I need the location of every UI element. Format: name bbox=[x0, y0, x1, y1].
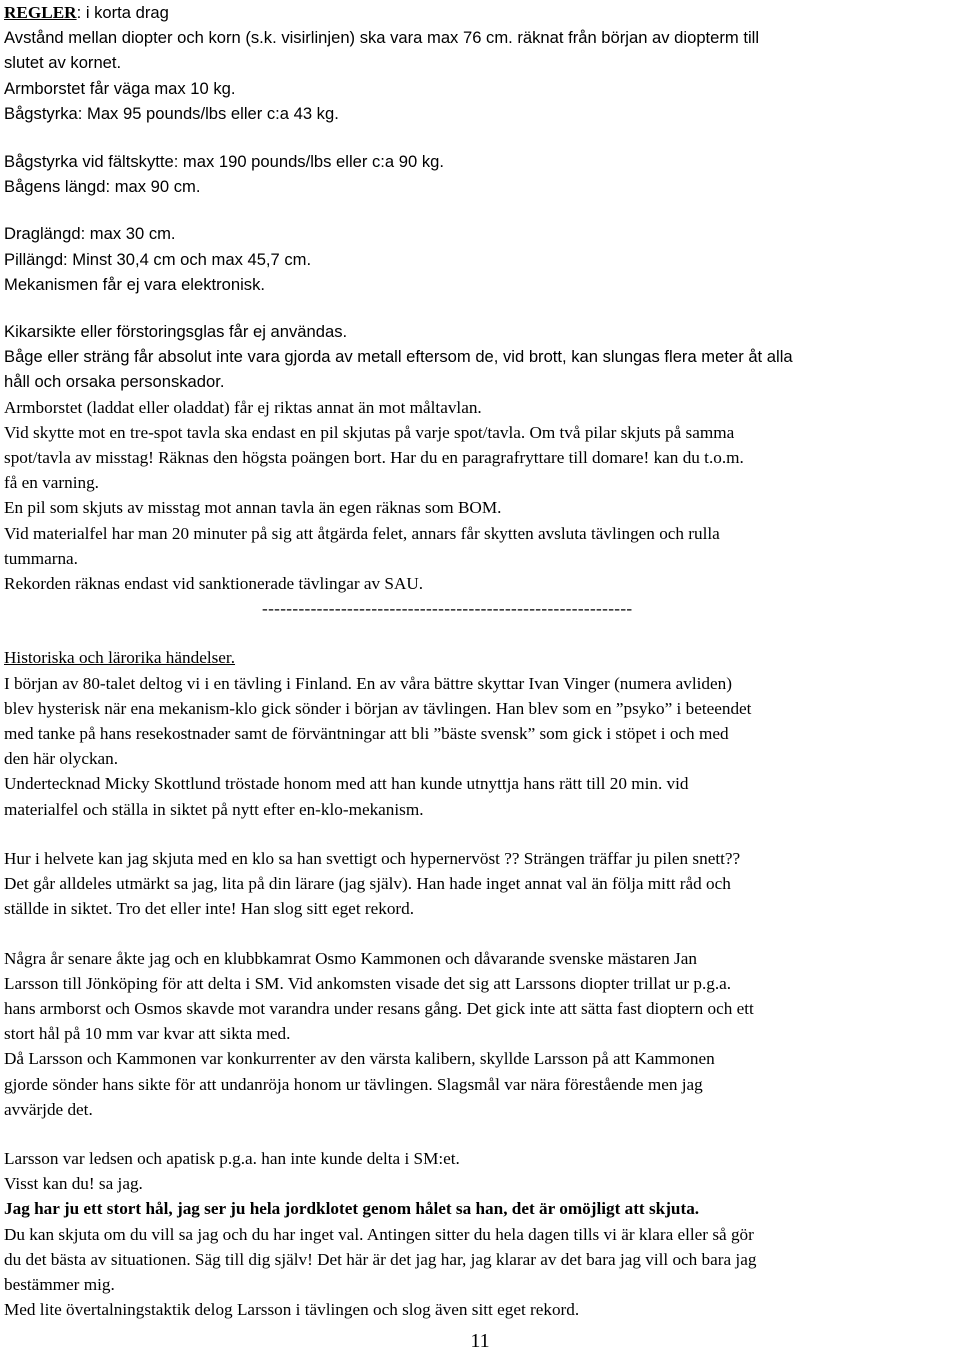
history-heading: Historiska och lärorika händelser. bbox=[4, 648, 236, 668]
history-line: Du kan skjuta om du vill sa jag och du har inget val. Antingen sitter du hela dagen tills vi är klara eller så gör bbox=[4, 1224, 754, 1244]
history-line: Hur i helvete kan jag skjuta med en klo sa han svettigt och hypernervöst ?? Strängen träffar ju pilen snett?? bbox=[4, 848, 741, 868]
history-line: I början av 80-talet deltog vi i en tävling i Finland. En av våra bättre skyttar Ivan Vinger (numera avliden) bbox=[4, 673, 732, 693]
rule-line: Kikarsikte eller förstoringsglas får ej användas. bbox=[4, 322, 348, 342]
rules-heading-line bbox=[4, 0, 956, 25]
rule-line: Bågens längd: max 90 cm. bbox=[4, 177, 201, 197]
history-line: stort hål på 10 mm var kvar att sikta med. bbox=[4, 1024, 291, 1044]
history-line: med tanke på hans resekostnader samt de förväntningar att bli ”bäste svensk” som gick i stöpet i och med bbox=[4, 724, 729, 744]
history-line: du det bästa av situationen. Säg till dig själv! Det här är det jag har, jag klarar av det bara jag vill och bara jag bbox=[4, 1249, 757, 1269]
rule-line: Avstånd mellan diopter och korn (s.k. visirlinjen) ska vara max 76 cm. räknat från början av diopterm till bbox=[4, 28, 760, 48]
section-divider: ------------------------------------------------------------- bbox=[262, 599, 633, 619]
rule-line: Bågstyrka: Max 95 pounds/lbs eller c:a 43 kg. bbox=[4, 103, 339, 123]
history-line: hans armborst och Osmos skavde mot varandra under resans gång. Det gick inte att sätta fast dioptern och ett bbox=[4, 998, 754, 1018]
history-line: ställde in siktet. Tro det eller inte! Han slog sitt eget rekord. bbox=[4, 899, 415, 919]
history-line: Några år senare åkte jag och en klubbkamrat Osmo Kammonen och dåvarande svenske mästaren Jan bbox=[4, 948, 697, 968]
rule-line: Mekanismen får ej vara elektronisk. bbox=[4, 274, 265, 294]
history-line: Det går alldeles utmärkt sa jag, lita på din lärare (jag själv). Han hade inget annat val än följa mitt råd och bbox=[4, 874, 731, 894]
rule-line: Rekorden räknas endast vid sanktionerade tävlingar av SAU. bbox=[4, 574, 424, 594]
rule-line: håll och orsaka personskador. bbox=[4, 372, 225, 392]
history-bold-line: Jag har ju ett stort hål, jag ser ju hela jordklotet genom hålet sa han, det är omöjligt att skjuta. bbox=[4, 1199, 700, 1219]
rule-line: Draglängd: max 30 cm. bbox=[4, 224, 176, 244]
history-line: blev hysterisk när ena mekanism-klo gick sönder i början av tävlingen. Han blev som en ”psyko” i beteendet bbox=[4, 698, 752, 718]
history-line: Larsson till Jönköping för att delta i SM. Vid ankomsten visade det sig att Larssons diopter trillat ur p.g.a. bbox=[4, 973, 732, 993]
rule-line: spot/tavla av misstag! Räknas den högsta poängen bort. Har du en paragrafryttare till domare! kan du t.o.m. bbox=[4, 448, 744, 468]
history-line: Med lite övertalningstaktik delog Larsson i tävlingen och slog även sitt eget rekord. bbox=[4, 1300, 580, 1320]
history-line: den här olyckan. bbox=[4, 749, 119, 769]
rules-heading-suffix: : i korta drag bbox=[76, 3, 169, 22]
rule-line: En pil som skjuts av misstag mot annan tavla än egen räknas som BOM. bbox=[4, 498, 502, 518]
rule-line: tummarna. bbox=[4, 548, 78, 568]
rule-line: Båge eller sträng får absolut inte vara gjorda av metall eftersom de, vid brott, kan slungas flera meter åt alla bbox=[4, 347, 793, 367]
history-line: Larsson var ledsen och apatisk p.g.a. han inte kunde delta i SM:et. bbox=[4, 1148, 460, 1168]
history-line: bestämmer mig. bbox=[4, 1274, 115, 1294]
document-page bbox=[4, 0, 956, 1322]
page-number: 11 bbox=[470, 1330, 490, 1352]
rule-line: Bågstyrka vid fältskytte: max 190 pounds/lbs eller c:a 90 kg. bbox=[4, 152, 444, 172]
rule-line: Armborstet får väga max 10 kg. bbox=[4, 78, 236, 98]
history-line: Visst kan du! sa jag. bbox=[4, 1174, 143, 1194]
rules-heading: REGLER bbox=[4, 3, 77, 22]
history-line: Då Larsson och Kammonen var konkurrenter av den värsta kalibern, skyllde Larsson på att Kammonen bbox=[4, 1049, 715, 1069]
history-line: gjorde sönder hans sikte för att undanröja honom ur tävlingen. Slagsmål var nära förestående men jag bbox=[4, 1074, 703, 1094]
rule-line: få en varning. bbox=[4, 473, 99, 493]
history-line: Undertecknad Micky Skottlund tröstade honom med att han kunde utnyttja hans rätt till 20 min. vid bbox=[4, 774, 689, 794]
rule-line: Armborstet (laddat eller oladdat) får ej riktas annat än mot måltavlan. bbox=[4, 397, 482, 417]
rule-line: Vid materialfel har man 20 minuter på sig att åtgärda felet, annars får skytten avsluta tävlingen och rulla bbox=[4, 523, 720, 543]
rule-line: slutet av kornet. bbox=[4, 53, 122, 73]
rule-line: Pillängd: Minst 30,4 cm och max 45,7 cm. bbox=[4, 249, 312, 269]
history-line: avvärjde det. bbox=[4, 1099, 93, 1119]
history-line: materialfel och ställa in siktet på nytt efter en-klo-mekanism. bbox=[4, 799, 424, 819]
rule-line: Vid skytte mot en tre-spot tavla ska endast en pil skjutas på varje spot/tavla. Om två pilar skjuts på samma bbox=[4, 422, 735, 442]
